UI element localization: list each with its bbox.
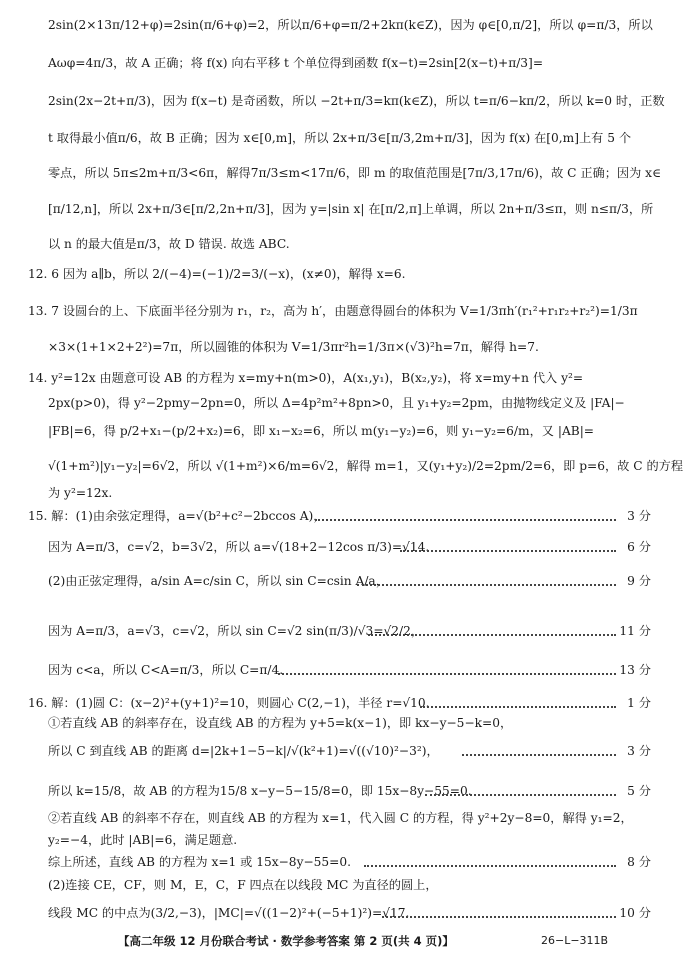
text-line bbox=[0, 263, 677, 285]
dot-leader bbox=[362, 851, 618, 873]
text-line bbox=[0, 620, 677, 642]
text-line bbox=[0, 874, 677, 896]
score-label: 6 分 bbox=[627, 540, 651, 554]
score-label: 11 分 bbox=[619, 624, 651, 638]
text-line bbox=[0, 902, 677, 924]
text-line bbox=[0, 807, 677, 829]
text-line bbox=[0, 851, 677, 873]
score-label: 9 分 bbox=[627, 574, 651, 588]
text-line bbox=[0, 300, 677, 322]
text-line bbox=[0, 90, 677, 112]
line-text: 零点，所以 5π≤2m+π/3<6π，解得7π/3≤m<17π/6，即 m 的取值范围是[7π/3,17π/6)，故 C 正确；因为 x∈ bbox=[48, 166, 662, 180]
footer-code: 26−L−311B bbox=[541, 934, 609, 947]
line-text: 因为 c<a，所以 C<A=π/3，所以 C=π/4. bbox=[48, 663, 284, 677]
score-label: 10 分 bbox=[619, 906, 651, 920]
line-text: (2)连接 CE，CF，则 M，E，C，F 四点在以线段 MC 为直径的圆上， bbox=[48, 878, 438, 892]
dot-leader bbox=[423, 780, 618, 802]
text-line bbox=[0, 14, 677, 36]
line-text: ①若直线 AB 的斜率存在，设直线 AB 的方程为 y+5=k(x−1)，即 kx−y−5−k=0， bbox=[48, 716, 513, 730]
line-text: 以 n 的最大值是π/3，故 D 错误. 故选 ABC. bbox=[48, 237, 290, 251]
page-footer bbox=[0, 931, 677, 951]
dot-leader bbox=[418, 692, 618, 714]
text-line bbox=[0, 127, 677, 149]
dot-leader bbox=[313, 505, 618, 527]
line-text: 2px(p>0)，得 y²−2pmy−2pn=0，所以 Δ=4p²m²+8pn>0，且 y₁+y₂=2pm，由抛物线定义及 |FA|− bbox=[48, 396, 625, 410]
line-text: (2)由正弦定理得，a/sin A=c/sin C，所以 sin C=csin A/a， bbox=[48, 574, 388, 588]
line-text: ②若直线 AB 的斜率不存在，则直线 AB 的方程为 x=1，代入圆 C 的方程，得 y²+2y−8=0，解得 y₁=2， bbox=[48, 811, 633, 825]
line-text: 12. 6 因为 a∥b，所以 2/(−4)=(−1)/2=3/(−x)，(x≠0)，解得 x=6. bbox=[28, 267, 406, 281]
line-text: Aωφ=4π/3，故 A 正确；将 f(x) 向右平移 t 个单位得到函数 f(x−t)=2sin[2(x−t)+π/3]= bbox=[48, 56, 544, 70]
text-line bbox=[0, 420, 677, 442]
dot-leader bbox=[460, 740, 618, 762]
text-line bbox=[0, 570, 677, 592]
text-line bbox=[0, 536, 677, 558]
text-line bbox=[0, 198, 677, 220]
text-line bbox=[0, 367, 677, 389]
text-line bbox=[0, 740, 677, 762]
dot-leader bbox=[366, 620, 618, 642]
line-text: 所以 C 到直线 AB 的距离 d=|2k+1−5−k|/√(k²+1)=√((√10)²−3²)， bbox=[48, 744, 439, 758]
line-text: 为 y²=12x. bbox=[48, 486, 113, 500]
score-label: 13 分 bbox=[619, 663, 651, 677]
line-text: 15. 解：(1)由余弦定理得，a=√(b²+c²−2bccos A)， bbox=[28, 509, 326, 523]
dot-leader bbox=[355, 570, 618, 592]
line-text: 所以 k=15/8，故 AB 的方程为15/8 x−y−5−15/8=0，即 15x−8y−55=0. bbox=[48, 784, 472, 798]
dot-leader bbox=[380, 902, 618, 924]
line-text: 14. y²=12x 由题意可设 AB 的方程为 x=my+n(m>0)，A(x₁,y₁)，B(x₂,y₂)，将 x=my+n 代入 y²= bbox=[28, 371, 584, 385]
line-text: 2sin(2x−2t+π/3)，因为 f(x−t) 是奇函数，所以 −2t+π/3=kπ(k∈Z)，所以 t=π/6−kπ/2，所以 k=0 时，正数 bbox=[48, 94, 665, 108]
text-line bbox=[0, 336, 677, 358]
score-label: 5 分 bbox=[627, 784, 651, 798]
text-line bbox=[0, 659, 677, 681]
line-text: 2sin(2×13π/12+φ)=2sin(π/6+φ)=2，所以π/6+φ=π/2+2kπ(k∈Z)，因为 φ∈[0,π/2]，所以 φ=π/3，所以 bbox=[48, 18, 653, 32]
text-line bbox=[0, 505, 677, 527]
line-text: 线段 MC 的中点为(3/2,−3)，|MC|=√((1−2)²+(−5+1)²)=√17. bbox=[48, 906, 410, 920]
line-text: 因为 A=π/3，a=√3，c=√2，所以 sin C=√2 sin(π/3)/√3=√2/2， bbox=[48, 624, 424, 638]
text-line bbox=[0, 52, 677, 74]
text-line bbox=[0, 233, 677, 255]
text-line bbox=[0, 829, 677, 851]
text-line bbox=[0, 692, 677, 714]
text-line bbox=[0, 162, 677, 184]
text-line bbox=[0, 780, 677, 802]
line-text: y₂=−4，此时 |AB|=6，满足题意. bbox=[48, 833, 238, 847]
dot-leader bbox=[398, 536, 618, 558]
dot-leader bbox=[276, 659, 618, 681]
score-label: 8 分 bbox=[627, 855, 651, 869]
text-line bbox=[0, 455, 683, 477]
score-label: 3 分 bbox=[627, 744, 651, 758]
line-text: √(1+m²)|y₁−y₂|=6√2，所以 √(1+m²)×6/m=6√2，解得 m=1，又(y₁+y₂)/2=2pm/2=6，即 p=6，故 C 的方程 bbox=[48, 459, 683, 473]
score-label: 1 分 bbox=[627, 696, 651, 710]
line-text: [π/12,n]，所以 2x+π/3∈[π/2,2n+π/3]，因为 y=|sin x| 在[π/2,π]上单调，所以 2n+π/3≤π，则 n≤π/3，所 bbox=[48, 202, 654, 216]
text-line bbox=[0, 712, 677, 734]
line-text: 因为 A=π/3，c=√2，b=3√2，所以 a=√(18+2−12cos π/3)=√14. bbox=[48, 540, 430, 554]
line-text: 13. 7 设圆台的上、下底面半径分别为 r₁，r₂，高为 h′，由题意得圆台的体积为 V=1/3πh′(r₁²+r₁r₂+r₂²)=1/3π bbox=[28, 304, 638, 318]
line-text: 综上所述，直线 AB 的方程为 x=1 或 15x−8y−55=0. bbox=[48, 855, 352, 869]
line-text: |FB|=6，得 p/2+x₁−(p/2+x₂)=6，即 x₁−x₂=6，所以 m(y₁−y₂)=6，则 y₁−y₂=6/m，又 |AB|= bbox=[48, 424, 595, 438]
text-line bbox=[0, 392, 677, 414]
score-label: 3 分 bbox=[627, 509, 651, 523]
line-text: ×3×(1+1×2+2²)=7π，所以圆锥的体积为 V=1/3πr²h=1/3π×(√3)²h=7π，解得 h=7. bbox=[48, 340, 539, 354]
text-line bbox=[0, 482, 677, 504]
line-text: 16. 解：(1)圆 C：(x−2)²+(y+1)²=10，则圆心 C(2,−1)，半径 r=√10. bbox=[28, 696, 430, 710]
footer-title: 【高二年级 12 月份联合考试 · 数学参考答案 第 2 页(共 4 页)】 bbox=[118, 934, 454, 948]
line-text: t 取得最小值π/6，故 B 正确；因为 x∈[0,m]，所以 2x+π/3∈[π/3,2m+π/3]，因为 f(x) 在[0,m]上有 5 个 bbox=[48, 131, 632, 145]
